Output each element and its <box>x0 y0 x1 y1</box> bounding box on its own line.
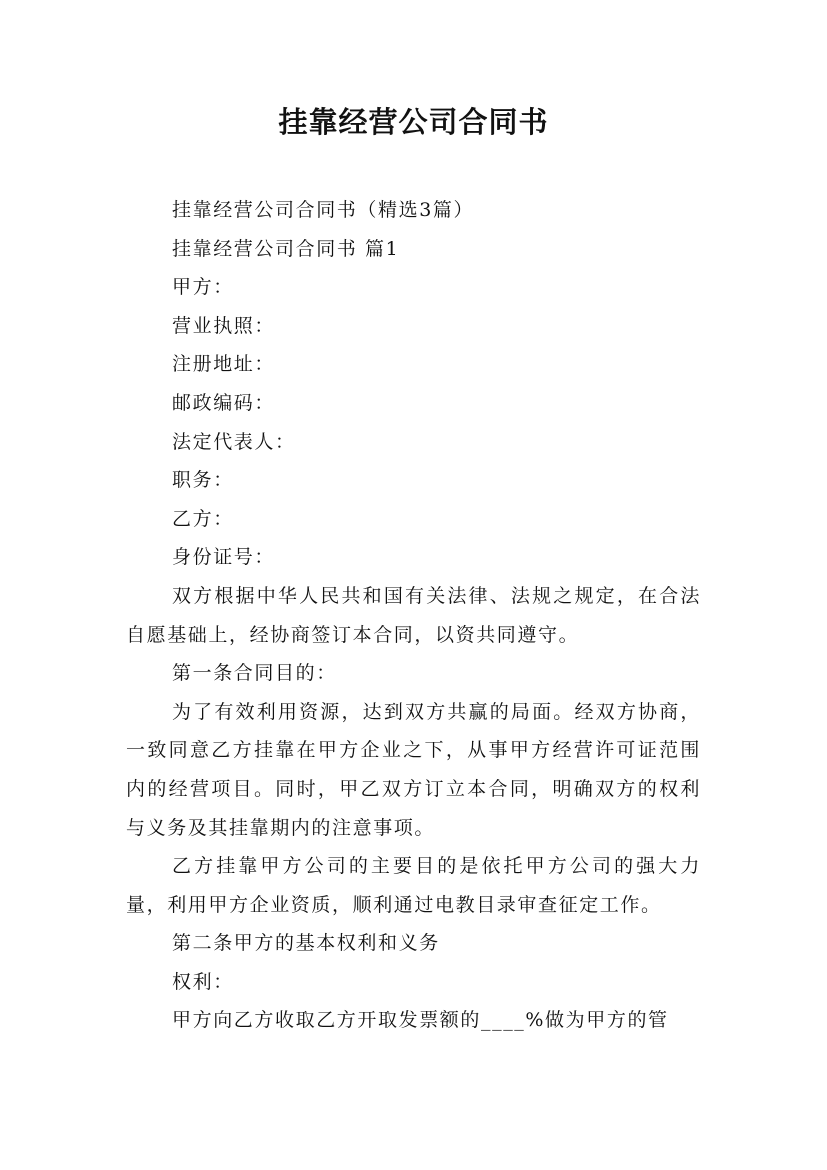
rights-paragraph: 甲方向乙方收取乙方开取发票额的____%做为甲方的管 <box>172 1009 669 1032</box>
rights-label: 权利： <box>172 970 234 993</box>
registered-address-label: 注册地址： <box>172 353 276 376</box>
preamble-paragraph: 双方根据中华人民共和国有关法律、法规之规定，在合法自愿基础上，经协商签订本合同，以资共同遵守。 <box>126 584 701 646</box>
section-heading: 挂靠经营公司合同书 篇1 <box>172 237 400 260</box>
document-title: 挂靠经营公司合同书 <box>278 105 549 139</box>
id-number-label: 身份证号： <box>172 546 276 569</box>
document-body <box>126 191 701 1040</box>
article1-paragraph-1: 为了有效利用资源，达到双方共赢的局面。经双方协商，一致同意乙方挂靠在甲方企业之下，从事甲方经营许可证范围内的经营项目。同时，甲乙双方订立本合同，明确双方的权利与义务及其挂靠期内的注意事项。 <box>126 700 701 839</box>
legal-rep-label: 法定代表人： <box>172 430 296 453</box>
party-b-label: 乙方： <box>172 507 234 530</box>
position-label: 职务： <box>172 469 234 492</box>
business-license-label: 营业执照： <box>172 314 276 337</box>
article2-heading: 第二条甲方的基本权利和义务 <box>172 932 440 955</box>
party-a-label: 甲方： <box>172 276 234 299</box>
article1-paragraph-2: 乙方挂靠甲方公司的主要目的是依托甲方公司的强大力量，利用甲方企业资质，顺利通过电教目录审查征定工作。 <box>126 855 701 916</box>
article1-heading: 第一条合同目的： <box>172 662 337 685</box>
document-subtitle: 挂靠经营公司合同书（精选3篇） <box>172 199 475 221</box>
postal-code-label: 邮政编码： <box>172 391 276 414</box>
